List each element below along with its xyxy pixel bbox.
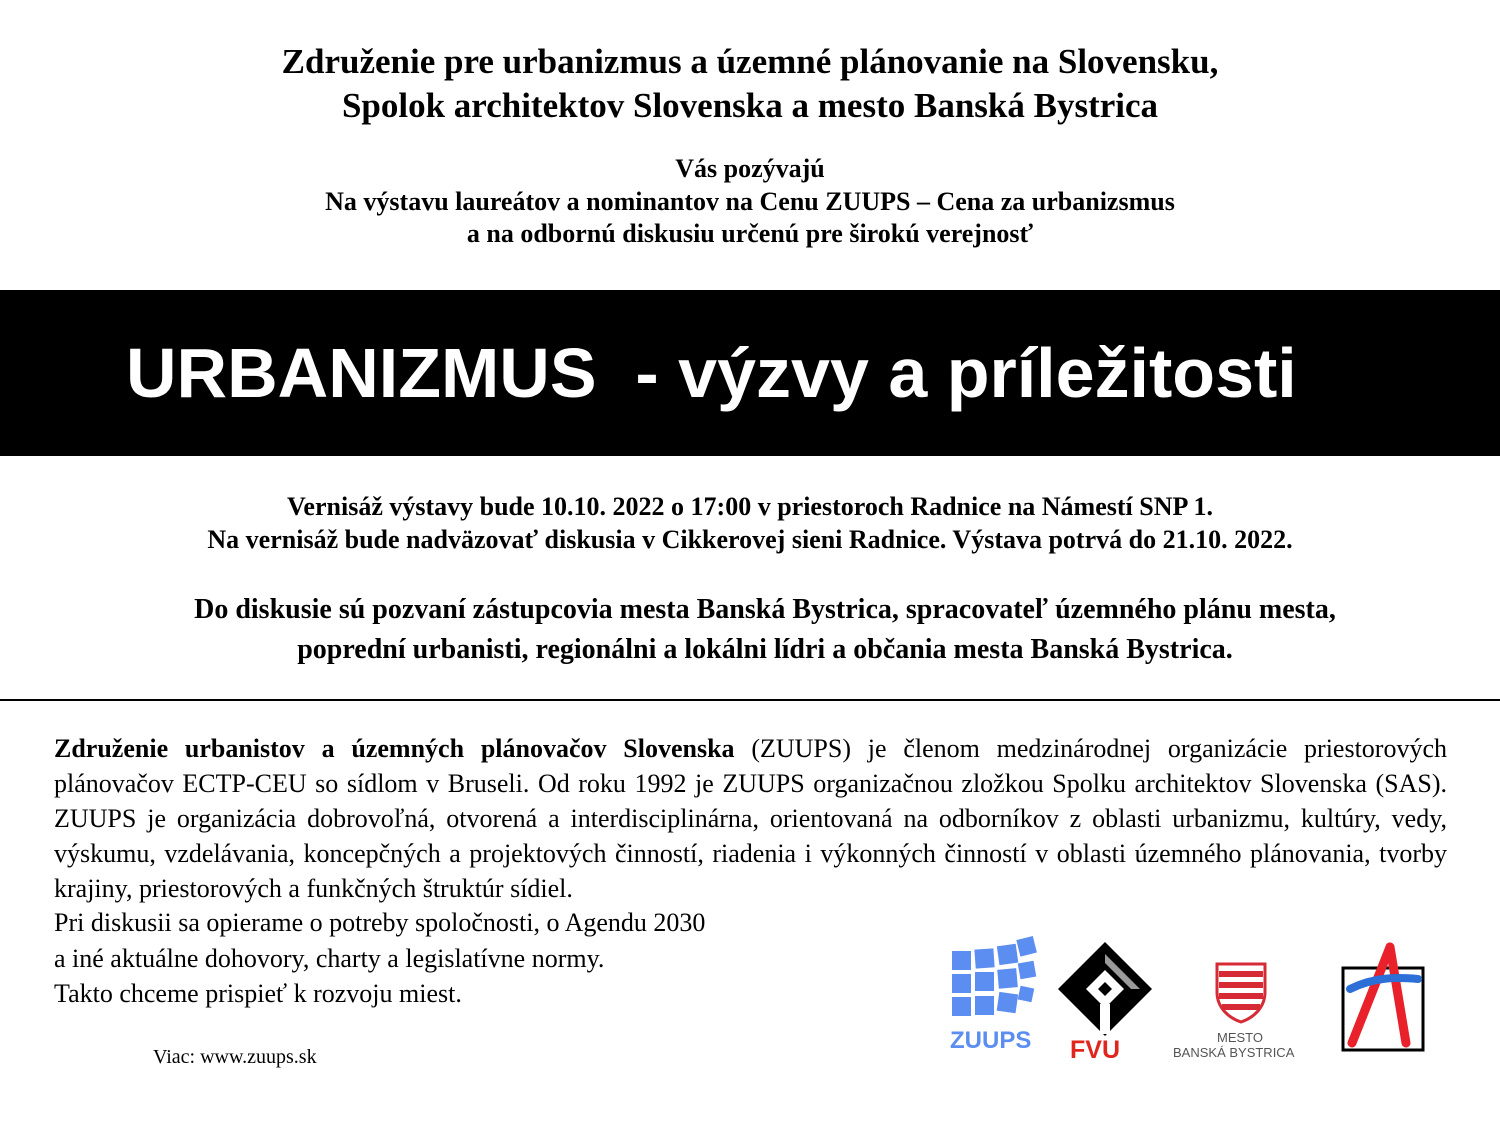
mission-line-3: Takto chceme prispieť k rozvoju miest. — [54, 979, 462, 1008]
mission-lines — [54, 905, 705, 1012]
vernissage-line: Vernisáž výstavy bude 10.10. 2022 o 17:00 v priestoroch Radnice na Námestí SNP 1. — [287, 492, 1213, 521]
banska-bystrica-logo — [1170, 960, 1312, 1065]
invitation-line-3: a na odbornú diskusiu určenú pre širokú verejnosť — [466, 219, 1034, 248]
invitation-line-2: Na výstavu laureátov a nominantov na Cenu ZUUPS – Cena za urbanizsmus — [325, 186, 1175, 216]
organizers-line-2: Spolok architektov Slovenska a mesto Banská Bystrica — [341, 86, 1159, 125]
city-label-line-1: MESTO — [1217, 1030, 1263, 1045]
about-org-name: Združenie urbanistov a územných plánovačov Slovenska — [54, 734, 735, 763]
section-divider — [0, 699, 1500, 701]
event-details — [0, 490, 1500, 556]
invitation-block — [0, 153, 1500, 251]
invitation-line-1: Vás pozývajú — [675, 154, 825, 183]
fvu-label: FVU — [1070, 1036, 1120, 1064]
sas-letter-a-icon — [1338, 935, 1428, 1057]
zuups-label: ZUUPS — [950, 1027, 1032, 1054]
guests-line-1: Do diskusie sú pozvaní zástupcovia mesta Banská Bystrica, spracovateľ územného plánu mesta, — [194, 594, 1336, 625]
city-label-line-2: BANSKÁ BYSTRICA — [1173, 1045, 1295, 1060]
invited-guests — [60, 590, 1470, 670]
guests-line-2: poprední urbanisti, regionálni a lokálni lídri a občania mesta Banská Bystrica. — [297, 634, 1233, 665]
zuups-squares-icon — [948, 935, 1040, 1027]
zuups-logo — [948, 935, 1040, 1057]
city-coat-of-arms-icon — [1213, 960, 1269, 1024]
about-paragraph — [54, 731, 1447, 906]
organizers-line-1: Združenie pre urbanizmus a územné plánovanie na Slovensku, — [281, 42, 1219, 81]
discussion-line: Na vernisáž bude nadväzovať diskusia v Cikkerovej sieni Radnice. Výstava potrvá do 21.10. 2022. — [207, 525, 1293, 554]
sas-logo — [1338, 935, 1428, 1057]
mission-line-2: a iné aktuálne dohovory, charty a legislatívne normy. — [54, 943, 605, 973]
fvu-logo — [1056, 940, 1156, 1062]
about-text: (ZUUPS) je členom medzinárodnej organizácie priestorových plánovačov ECTP-CEU so sídlom v Bruseli. Od roku 1992 je ZUUPS organizačnou zložkou Spolku architektov Slovenska (SAS). ZUUPS je organizácia dobrovoľná, otvorená a interdisciplinárna, orientovaná na odborníkov z oblasti urbanizmu, kultúry, vedy, výskumu, vzdelávania, koncepčných a projektových činností, riadenia i výkonných činností v oblasti územného plánovania, tvorby krajiny, priestorových a funkčných štruktúr sídiel. — [54, 734, 1447, 903]
more-info-link[interactable]: Viac: www.zuups.sk — [153, 1046, 317, 1068]
title-banner — [0, 290, 1500, 456]
event-title: URBANIZMUS - výzvy a príležitosti — [126, 334, 1297, 412]
organizers-heading — [0, 40, 1500, 128]
mission-line-1: Pri diskusii sa opierame o potreby spoločnosti, o Agendu 2030 — [54, 908, 706, 937]
fvu-diamond-icon — [1056, 940, 1154, 1038]
